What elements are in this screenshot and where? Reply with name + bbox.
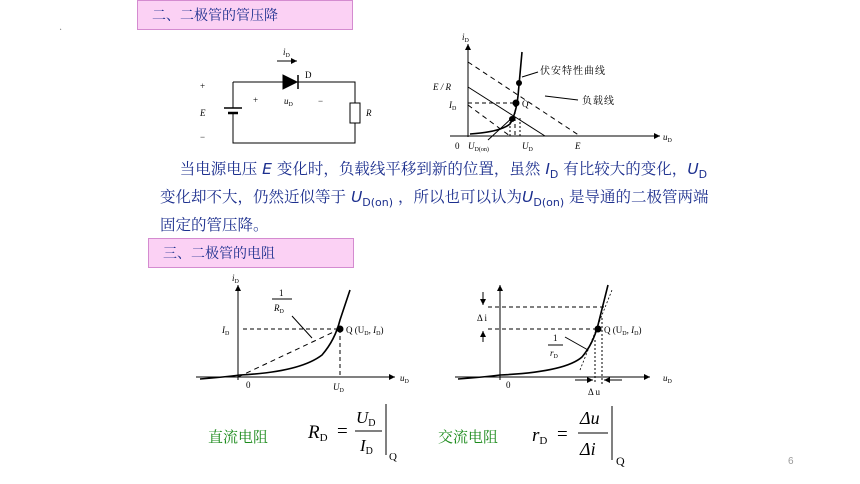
ac-formula-at: Q	[616, 454, 625, 468]
resistor-label: R	[366, 108, 372, 118]
vd-plus: +	[253, 95, 259, 105]
source-plus: +	[200, 81, 206, 91]
ac-resistance-label: 交流电阻	[438, 428, 499, 446]
page-number: 6	[788, 456, 794, 467]
dc-id-label: $I_D$	[222, 325, 230, 337]
ac-formula-den: Δi	[580, 439, 596, 459]
svg-text:=: =	[337, 421, 348, 442]
svg-text:RD: RD	[308, 422, 328, 444]
loadline-q-label: Q	[522, 99, 529, 109]
ac-q-label: Q ($U_D$, $I_D$)	[604, 325, 642, 337]
q-point-upper	[516, 80, 522, 86]
ud-on-label: $U_{D(on)}$	[468, 141, 489, 153]
vd-minus: −	[318, 96, 324, 106]
dc-fraction-leader	[292, 316, 312, 338]
ac-iv-curve	[458, 285, 608, 379]
loadline-origin: 0	[455, 141, 460, 151]
dc-q-label: Q ($U_D$, $I_D$)	[346, 325, 384, 337]
source-label: E	[200, 108, 206, 118]
diode-symbol	[283, 75, 297, 89]
dc-frac-den: $R_D$	[274, 303, 284, 315]
dc-ud-label: $U_D$	[333, 382, 344, 394]
ac-delta-u: Δ u	[588, 387, 601, 397]
ac-delta-i: Δ i	[477, 313, 488, 323]
section-3-title: 三、二极管的电阻	[163, 246, 275, 262]
loadline-points	[509, 80, 522, 122]
explanation-paragraph: 当电源电压 E 变化时，负载线平移到新的位置，虽然 $I_D$ 有比较大的变化，$U_D$ 变化却不大，仍然近似等于 $U_{D(on)}$ ，所以也可以认为$U_{D(on)}$ 是导通的二极管两端固定的管压降。	[160, 160, 709, 235]
dc-frac-num: 1	[279, 288, 284, 298]
ac-origin: 0	[506, 380, 511, 390]
e-over-r-label: E / R	[433, 82, 451, 92]
dc-q-point	[337, 326, 344, 333]
vd-label: $u_D$	[284, 96, 293, 108]
loadline-e-label: E	[575, 141, 581, 151]
source-minus: −	[200, 132, 206, 142]
dc-xlabel: $u_D$	[400, 373, 409, 385]
dc-origin: 0	[246, 380, 251, 390]
loadline-id-label: $I_D$	[449, 100, 457, 112]
svg-text:rD: rD	[532, 425, 548, 447]
load-line-label: 负载线	[582, 96, 615, 107]
q-point	[513, 100, 520, 107]
dc-formula-at: Q	[389, 451, 397, 463]
ac-q-point	[595, 326, 602, 333]
loadline-xlabel: $u_D$	[663, 132, 672, 144]
loadline-ylabel: $i_D$	[462, 32, 469, 44]
svg-text:=: =	[557, 424, 568, 445]
ac-frac-num: 1	[553, 333, 558, 343]
ac-resistance-formula	[532, 406, 625, 468]
dc-ylabel: $i_D$	[232, 273, 239, 285]
loadline-ud-label: $U_D$	[522, 141, 533, 153]
loadline-chart	[450, 44, 660, 140]
dc-resistance-formula	[307, 404, 397, 463]
ac-frac-den: $r_D$	[550, 348, 558, 360]
diode-label: D	[305, 70, 312, 80]
stray-dot: .	[59, 22, 63, 33]
ac-xlabel: $u_D$	[663, 373, 672, 385]
q-point-lower	[509, 116, 515, 122]
ac-fraction-leader	[565, 337, 588, 350]
ac-formula-num: Δu	[580, 408, 600, 428]
dc-formula-den: ID	[360, 436, 373, 457]
iv-curve-label: 伏安特性曲线	[540, 66, 606, 77]
dc-formula-num: UD	[356, 408, 376, 429]
load-line	[468, 87, 545, 136]
ud-on-leader	[488, 117, 513, 140]
dc-resistance-label: 直流电阻	[208, 428, 269, 446]
section-2-title: 二、二极管的管压降	[152, 8, 278, 24]
circuit-current-label: $i_D$	[283, 47, 290, 59]
